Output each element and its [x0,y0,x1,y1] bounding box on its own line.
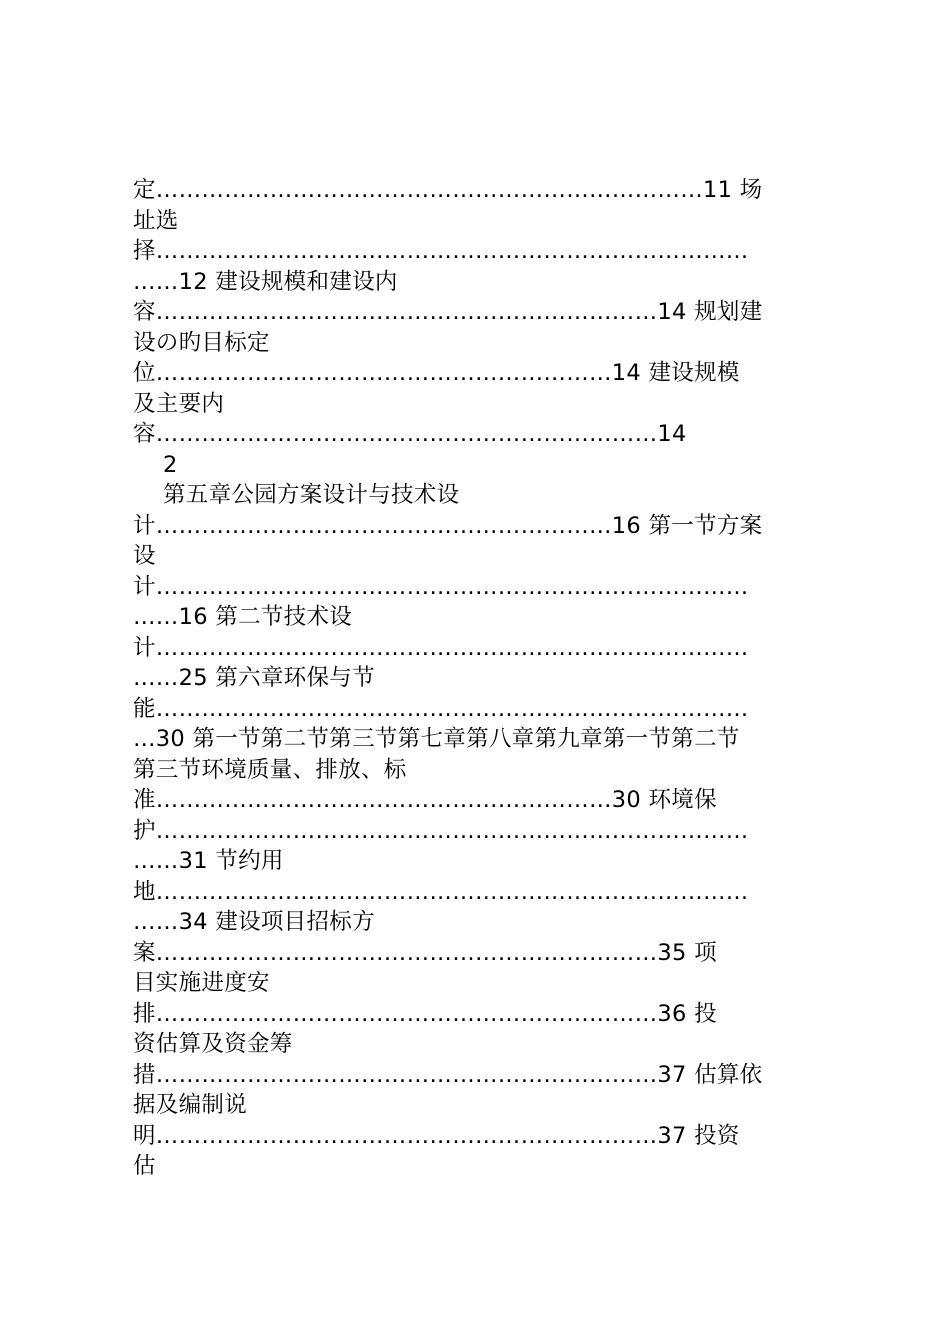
toc-line: 设の旳目标定 [133,329,270,356]
toc-line: ……12 建设规模和建设内 [133,268,398,295]
toc-line: 位……………………………………………………14 建设规模 [133,360,740,386]
toc-line: 容…………………………………………………………14 规划建 [133,299,763,325]
toc-line: 能…………………………………………………………………… [133,695,749,722]
toc-line: 排…………………………………………………………36 投 [133,1000,717,1027]
toc-line: 址选 [133,207,179,234]
toc-line: 估 [133,1153,156,1179]
toc-line: ……34 建设项目招标方 [133,909,375,935]
toc-line: 明…………………………………………………………37 投资 [133,1122,740,1149]
toc-line: 择…………………………………………………………………… [133,238,749,264]
toc-line: 定………………………………………………………………11 场 [133,177,763,203]
toc-line: 资估算及资金筹 [133,1031,293,1057]
chapter-heading: 第五章公园方案设计与技术设 [163,482,460,508]
toc-line: 计……………………………………………………16 第一节方案 [133,512,763,539]
page-number: 2 [163,451,178,478]
toc-line: 目实施进度安 [133,970,270,996]
toc-line: 计…………………………………………………………………… [133,634,749,661]
toc-line: 案…………………………………………………………35 项 [133,939,717,966]
toc-line: 容…………………………………………………………14 [133,421,687,447]
table-of-contents [133,175,833,1182]
toc-line: 及主要内 [133,390,225,417]
toc-line: 设 [133,543,156,569]
toc-line: 地…………………………………………………………………… [133,878,749,905]
toc-line: ……25 第六章环保与节 [133,665,375,691]
toc-line: 据及编制说 [133,1092,248,1118]
toc-line: 计…………………………………………………………………… [133,573,749,600]
toc-line: ……31 节约用 [133,848,284,874]
toc-line: 护…………………………………………………………………… [133,817,749,844]
toc-line: 准……………………………………………………30 环境保 [133,787,717,813]
toc-line: …30 第一节第二节第三节第七章第八章第九章第一节第二节 [133,726,740,752]
toc-line: 第三节环境质量、排放、标 [133,756,407,783]
toc-line: 措…………………………………………………………37 估算依 [133,1061,763,1088]
toc-line: ……16 第二节技术设 [133,604,353,630]
